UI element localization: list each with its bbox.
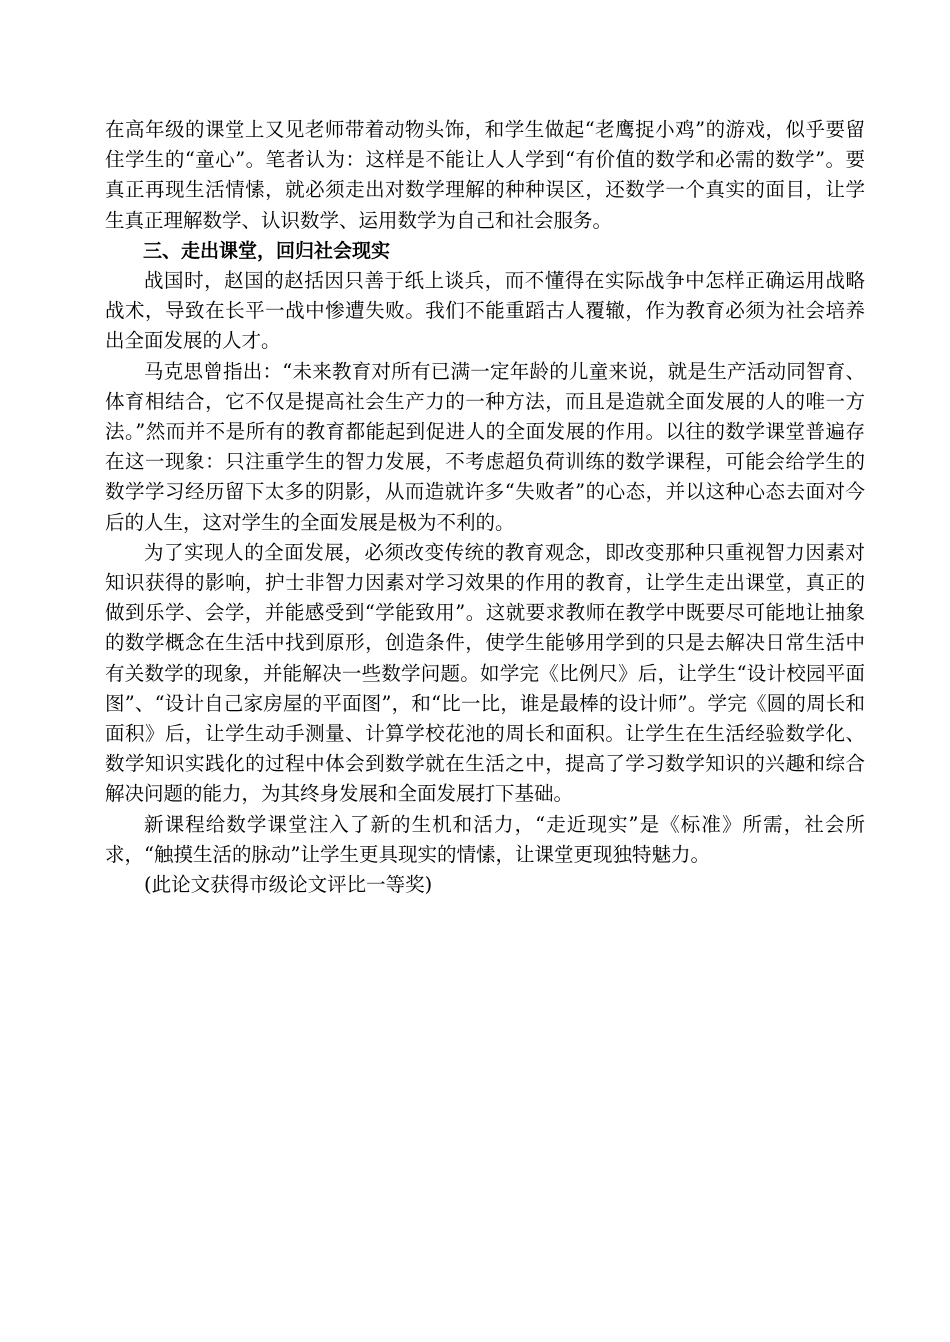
paragraph-holistic-development: 为了实现人的全面发展，必须改变传统的教育观念，即改变那种只重视智力因素对知识获得的影响，护士非智力因素对学习效果的作用的教育，让学生走出课堂，真正的做到乐学、会学，并能感受到“学能致用”。这就要求教师在教学中既要尽可能地让抽象的数学概念在生活中找到原形，创造条件，使学生能够用学到的只是去解决日常生活中有关数学的现象，并能解决一些数学问题。如学完《比例尺》后，让学生“设计校园平面图”、“设计自己家房屋的平面图”，和“比一比，谁是最棒的设计师”。学完《圆的周长和面积》后，让学生动手测量、计算学校花池的周长和面积。让学生在生活经验数学化、数学知识实践化的过程中体会到数学就在生活之中，提高了学习数学知识的兴趣和综合解决问题的能力，为其终身发展和全面发展打下基础。 [105, 540, 865, 806]
paragraph-marx-quote: 马克思曾指出：“未来教育对所有已满一定年龄的儿童来说，就是生产活动同智育、体育相结合，它不仅是提高社会生产力的一种方法，而且是造就全面发展的人的唯一方法。”然而并不是所有的教育都能起到促进人的全面发展的作用。以往的数学课堂普遍存在这一现象：只注重学生的智力发展，不考虑超负荷训练的数学课程，可能会给学生的数学学习经历留下太多的阴影，从而造就许多“失败者”的心态，并以这种心态去面对今后的人生，这对学生的全面发展是极为不利的。 [105, 359, 865, 534]
paragraph-new-curriculum: 新课程给数学课堂注入了新的生机和活力，“走近现实”是《标准》所需，社会所求，“触摸生活的脉动”让学生更具现实的情愫，让课堂更现独特魅力。 [105, 812, 865, 866]
section-heading: 三、走出课堂，回归社会现实 [143, 239, 391, 262]
paragraph-intro: 在高年级的课堂上又见老师带着动物头饰，和学生做起“老鹰捉小鸡”的游戏，似乎要留住学生的“童心”。笔者认为：这样是不能让人人学到“有价值的数学和必需的数学”。要真正再现生活情愫，就必须走出对数学理解的种种误区，还数学一个真实的面目，让学生真正理解数学、认识数学、运用数学为自己和社会服务。 [105, 118, 865, 232]
document-page [105, 115, 865, 900]
award-note: (此论文获得市级论文评比一等奖) [144, 873, 433, 897]
paragraph-zhao-kuo: 战国时，赵国的赵括因只善于纸上谈兵，而不懂得在实际战争中怎样正确运用战略战术，导致在长平一战中惨遭失败。我们不能重蹈古人覆辙，作为教育必须为社会培养出全面发展的人才。 [105, 269, 865, 353]
